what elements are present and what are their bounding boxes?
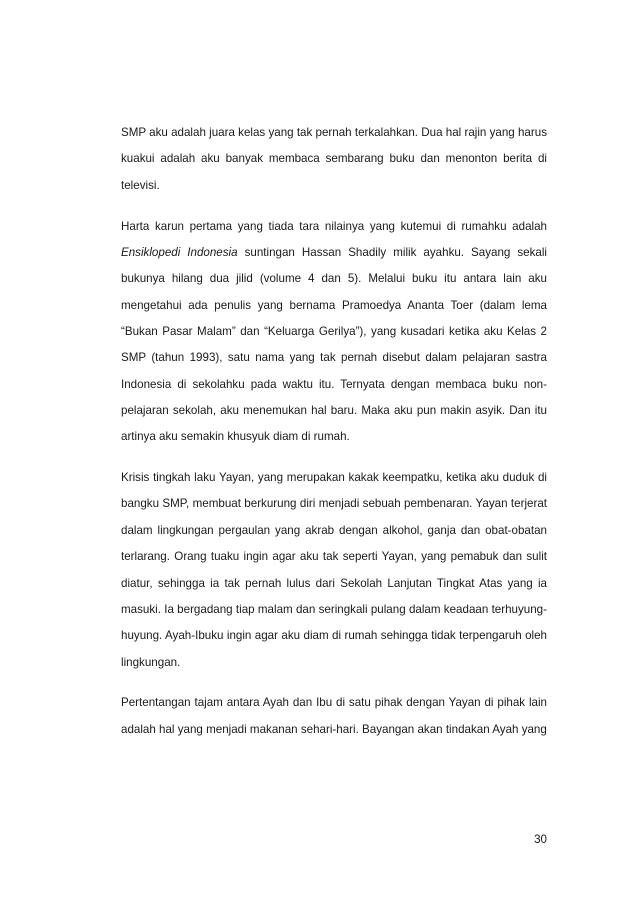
paragraph-text: suntingan Hassan Shadily milik ayahku. Sayang sekali bukunya hilang dua jilid (volume 4 dan 5). Melalui buku itu antara lain aku mengetahui ada penulis yang bernama Pramoedya Ananta Toer (dalam lema “Bukan Pasar Malam” dan “Keluarga Gerilya”), yang kusadari ketika aku Kelas 2 SMP (tahun 1993), satu nama yang tak pernah disebut dalam pelajaran sastra Indonesia di sekolahku pada waktu itu. Ternyata dengan membaca buku non-pelajaran sekolah, aku menemukan hal baru. Maka aku pun makin asyik. Dan itu artinya aku semakin khusyuk diam di rumah. xyxy=(121,245,548,444)
paragraph-text: Pertentangan tajam antara Ayah dan Ibu di satu pihak dengan Yayan di pihak lain adalah hal yang menjadi makanan sehari-hari. Bayangan akan tindakan Ayah yang xyxy=(121,696,547,736)
italic-book-title: Ensiklopedi Indonesia xyxy=(121,245,238,259)
page-number: 30 xyxy=(534,833,547,846)
paragraph-text: Harta karun pertama yang tiada tara nilainya yang kutemui di rumahku adalah xyxy=(121,219,547,233)
paragraph xyxy=(121,214,547,451)
paragraph-text: Krisis tingkah laku Yayan, yang merupakan kakak keempatku, ketika aku duduk di bangku SMP, membuat berkurung diri menjadi sebuah pembenaran. Yayan terjerat dalam lingkungan pergaulan yang akrab dengan alkohol, ganja dan obat-obatan terlarang. Orang tuaku ingin agar aku tak seperti Yayan, yang pemabuk dan sulit diatur, sehingga ia tak pernah lulus dari Sekolah Lanjutan Tingkat Atas yang ia masuki. Ia bergadang tiap malam dan seringkali pulang dalam keadaan terhuyung-huyung. Ayah-Ibuku ingin agar aku diam di rumah sehingga tidak terpengaruh oleh lingkungan. xyxy=(121,471,547,669)
body-text xyxy=(121,120,547,743)
paragraph-text: SMP aku adalah juara kelas yang tak pernah terkalahkan. Dua hal rajin yang harus kuakui adalah aku banyak membaca sembarang buku dan menonton berita di televisi. xyxy=(121,126,547,192)
paragraph xyxy=(121,690,547,743)
paragraph xyxy=(121,465,547,676)
paragraph xyxy=(121,120,547,199)
